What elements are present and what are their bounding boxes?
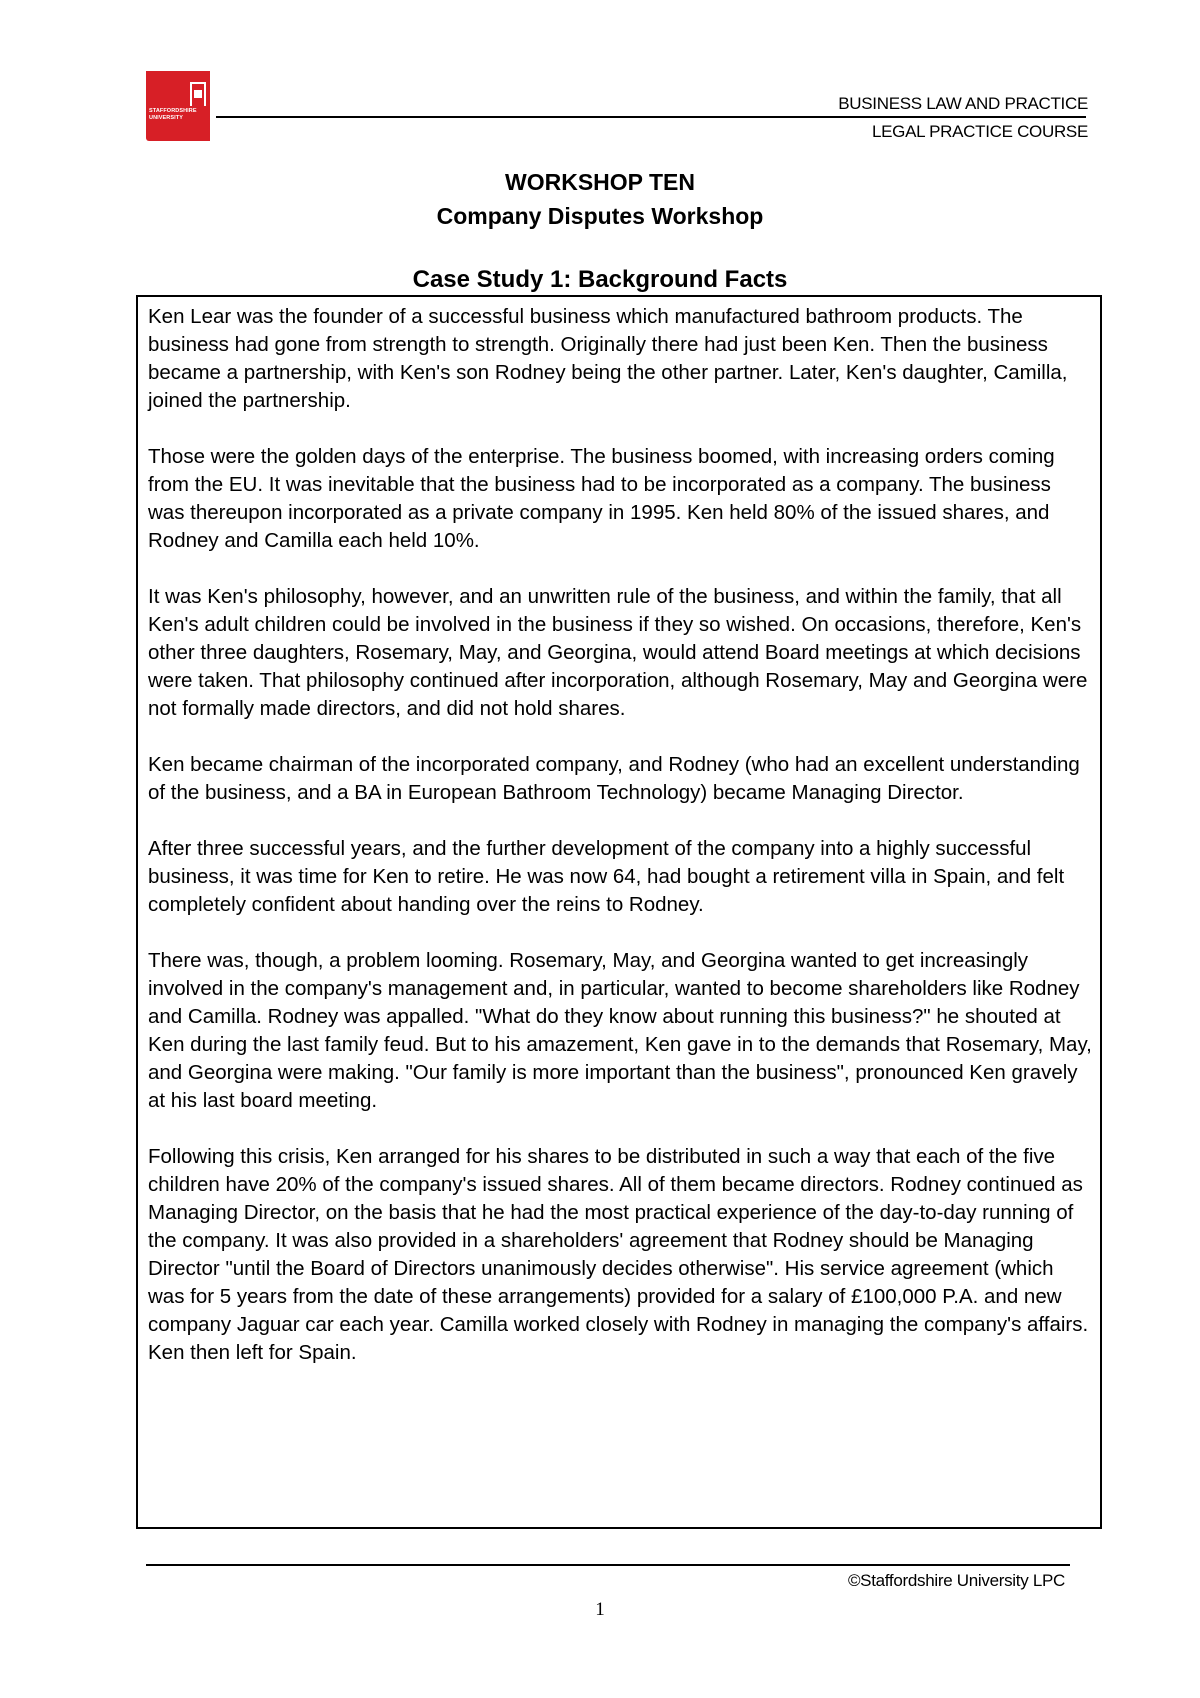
- workshop-subtitle: Company Disputes Workshop: [436, 203, 764, 229]
- logo-text: STAFFORDSHIRE UNIVERSITY: [149, 108, 197, 121]
- background-facts-text: [148, 303, 1092, 1395]
- footer-divider: [146, 1564, 1070, 1566]
- case-study-heading: Case Study 1: Background Facts: [412, 266, 788, 293]
- paragraph: It was Ken's philosophy, however, and an unwritten rule of the business, and within the family, that all Ken's adult children could be involved in the business if they so wished. On occasions, therefore, Ken's other three daughters, Rosemary, May, and Georgina, would attend Board meetings at which decisions were taken. That philosophy continued after incorporation, although Rosemary, May and Georgina were not formally made directors, and did not hold shares.: [148, 585, 1088, 720]
- course-subtitle: LEGAL PRACTICE COURSE: [871, 122, 1088, 141]
- course-title: BUSINESS LAW AND PRACTICE: [838, 94, 1088, 113]
- paragraph: After three successful years, and the further development of the company into a highly successful business, it was time for Ken to retire. He was now 64, had bought a retirement villa in Spain, and felt completely confident about handing over the reins to Rodney.: [148, 837, 1065, 916]
- paragraph: Ken became chairman of the incorporated company, and Rodney (who had an excellent understanding of the business, and a BA in European Bathroom Technology) became Managing Director.: [148, 753, 1080, 804]
- knot-crest-icon: [190, 82, 206, 106]
- paragraph: There was, though, a problem looming. Rosemary, May, and Georgina wanted to get increasingly involved in the company's management and, in particular, wanted to become shareholders like Rodney and Camilla. Rodney was appalled. "What do they know about running this business?" he shouted at Ken during the last family feud. But to his amazement, Ken gave in to the demands that Rosemary, May, and Georgina were making. "Our family is more important than the business", pronounced Ken gravely at his last board meeting.: [148, 949, 1092, 1112]
- university-logo: [146, 71, 210, 141]
- background-facts-box: [136, 295, 1102, 1529]
- paragraph: Ken Lear was the founder of a successful business which manufactured bathroom products. The business had gone from strength to strength. Originally there had just been Ken. Then the business became a partnership, with Ken's son Rodney being the other partner. Later, Ken's daughter, Camilla, joined the partnership.: [148, 305, 1068, 412]
- header-divider: [216, 116, 1086, 118]
- paragraph: Those were the golden days of the enterprise. The business boomed, with increasing orders coming from the EU. It was inevitable that the business had to be incorporated as a company. The business was thereupon incorporated as a private company in 1995. Ken held 80% of the issued shares, and Rodney and Camilla each held 10%.: [148, 445, 1055, 552]
- workshop-title: WORKSHOP TEN: [505, 169, 695, 195]
- paragraph: Following this crisis, Ken arranged for his shares to be distributed in such a way that each of the five children have 20% of the company's issued shares. All of them became directors. Rodney continued as Managing Director, on the basis that he had the most practical experience of the day-to-day running of the company. It was also provided in a shareholders' agreement that Rodney should be Managing Director "until the Board of Directors unanimously decides otherwise". His service agreement (which was for 5 years from the date of these arrangements) provided for a salary of £100,000 P.A. and new company Jaguar car each year. Camilla worked closely with Rodney in managing the company's affairs. Ken then left for Spain.: [148, 1145, 1089, 1364]
- page-number: 1: [595, 1599, 605, 1620]
- copyright-notice: ©Staffordshire University LPC: [847, 1571, 1065, 1590]
